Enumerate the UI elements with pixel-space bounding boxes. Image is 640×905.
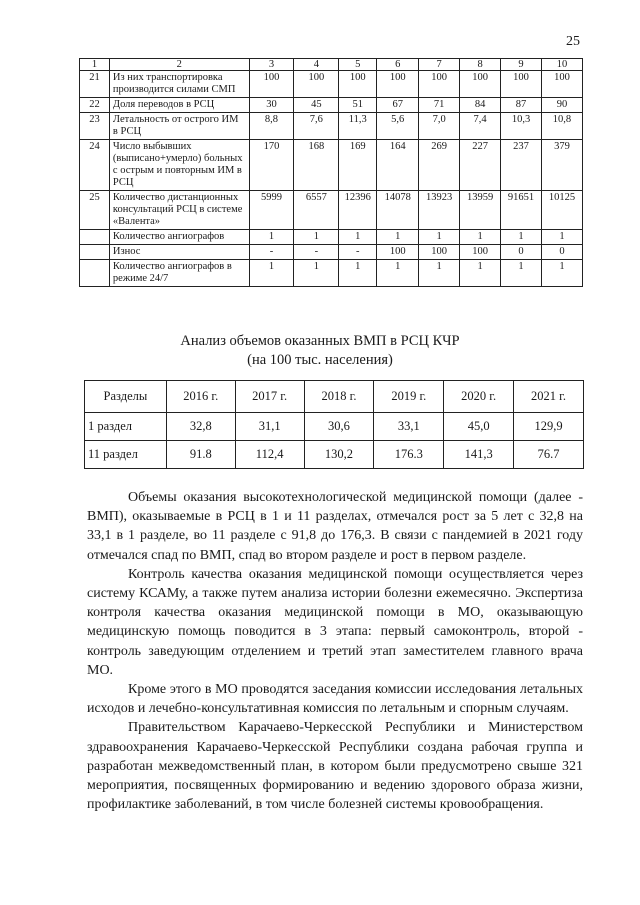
value-cell: 100 — [460, 71, 501, 98]
value-cell: 10,3 — [501, 113, 542, 140]
column-number-header: 1 — [80, 59, 110, 71]
value-cell: 7,4 — [460, 113, 501, 140]
value-cell: 91.8 — [166, 441, 235, 469]
indicator-label-cell: Летальность от острого ИМ в РСЦ — [109, 113, 249, 140]
value-cell: 129,9 — [514, 413, 584, 441]
row-number-cell: 25 — [80, 191, 110, 230]
page-number: 25 — [566, 34, 580, 49]
column-number-header: 10 — [541, 59, 582, 71]
value-cell: 1 — [339, 260, 377, 287]
year-header: 2021 г. — [514, 381, 584, 413]
value-cell: 100 — [294, 71, 339, 98]
value-cell: 6557 — [294, 191, 339, 230]
paragraph-government-plan: Правительством Карачаево-Черкесской Республики и Министерством здравоохранения Карачаево-Черкесской Республики создана рабочая группа и разработан межведомственный план, в котором были предусмотрено свыше 321 мероприятия, посвященных формированию и ведению здорового образа жизни, профилактике заболеваний, в том числе болезней системы кровообращения. — [87, 720, 583, 813]
value-cell: 84 — [460, 98, 501, 113]
value-cell: 112,4 — [235, 441, 304, 469]
value-cell: 100 — [419, 71, 460, 98]
value-cell: 31,1 — [235, 413, 304, 441]
value-cell: 1 — [294, 260, 339, 287]
value-cell: 45 — [294, 98, 339, 113]
value-cell: 1 — [249, 260, 294, 287]
value-cell: 1 — [541, 260, 582, 287]
value-cell: 11,3 — [339, 113, 377, 140]
sections-header: Разделы — [85, 381, 167, 413]
value-cell: 32,8 — [166, 413, 235, 441]
row-number-cell: 22 — [80, 98, 110, 113]
value-cell: 100 — [541, 71, 582, 98]
value-cell: 10125 — [541, 191, 582, 230]
table-row — [80, 230, 583, 245]
value-cell: 176.3 — [374, 441, 444, 469]
column-number-header: 9 — [501, 59, 542, 71]
value-cell: 0 — [501, 245, 542, 260]
value-cell: 379 — [541, 140, 582, 191]
value-cell: 10,8 — [541, 113, 582, 140]
column-number-header: 5 — [339, 59, 377, 71]
value-cell: 91651 — [501, 191, 542, 230]
indicator-label-cell: Число выбывших (выписано+умерло) больных с острым и повторным ИМ в РСЦ — [109, 140, 249, 191]
section-label-cell: 11 раздел — [85, 441, 167, 469]
table-row — [80, 113, 583, 140]
table-header-row — [80, 59, 583, 71]
value-cell: 1 — [419, 230, 460, 245]
value-cell: 45,0 — [444, 413, 514, 441]
value-cell: 1 — [460, 230, 501, 245]
value-cell: 7,6 — [294, 113, 339, 140]
body-text — [87, 488, 583, 814]
value-cell: 1 — [460, 260, 501, 287]
value-cell: 1 — [377, 260, 419, 287]
row-number-cell — [80, 245, 110, 260]
paragraph-commissions: Кроме этого в МО проводятся заседания комиссии исследования летальных исходов и лечебно-консультативная комиссия по летальным и спорным случаям. — [87, 682, 583, 717]
value-cell: 1 — [419, 260, 460, 287]
table-header-row — [85, 381, 584, 413]
value-cell: 100 — [419, 245, 460, 260]
value-cell: 141,3 — [444, 441, 514, 469]
value-cell: 100 — [249, 71, 294, 98]
value-cell: 8,8 — [249, 113, 294, 140]
value-cell: 76.7 — [514, 441, 584, 469]
value-cell: 170 — [249, 140, 294, 191]
column-number-header: 6 — [377, 59, 419, 71]
value-cell: 5,6 — [377, 113, 419, 140]
value-cell: 13959 — [460, 191, 501, 230]
value-cell: 227 — [460, 140, 501, 191]
value-cell: 164 — [377, 140, 419, 191]
value-cell: 1 — [501, 230, 542, 245]
row-number-cell — [80, 230, 110, 245]
row-number-cell — [80, 260, 110, 287]
value-cell: 5999 — [249, 191, 294, 230]
table-row — [80, 140, 583, 191]
value-cell: 1 — [249, 230, 294, 245]
row-number-cell: 21 — [80, 71, 110, 98]
indicators-table — [79, 58, 583, 287]
value-cell: 30 — [249, 98, 294, 113]
paragraph-vmp-volume: Объемы оказания высокотехнологической медицинской помощи (далее - ВМП), оказываемые в РСЦ в 1 и 11 разделах, отмечался рост за 5 лет с 32,8 на 33,1 в 1 разделе, во 11 разделе с 91,8 до 176,3. В связи с пандемией в 2021 году отмечался спад по ВМП, спад во втором разделе и рост в первом разделе. — [87, 490, 583, 563]
indicator-label-cell: Количество ангиографов — [109, 230, 249, 245]
value-cell: 71 — [419, 98, 460, 113]
value-cell: - — [249, 245, 294, 260]
value-cell: 13923 — [419, 191, 460, 230]
value-cell: 1 — [294, 230, 339, 245]
column-number-header: 8 — [460, 59, 501, 71]
table-row — [80, 98, 583, 113]
value-cell: 90 — [541, 98, 582, 113]
value-cell: 67 — [377, 98, 419, 113]
vmp-volume-table — [84, 380, 584, 469]
indicator-label-cell: Износ — [109, 245, 249, 260]
table-row — [80, 71, 583, 98]
value-cell: 30,6 — [304, 413, 374, 441]
column-number-header: 4 — [294, 59, 339, 71]
table-caption-subtitle: (на 100 тыс. населения) — [247, 352, 393, 368]
value-cell: - — [339, 245, 377, 260]
value-cell: 168 — [294, 140, 339, 191]
row-number-cell: 23 — [80, 113, 110, 140]
value-cell: 0 — [541, 245, 582, 260]
value-cell: 7,0 — [419, 113, 460, 140]
column-number-header: 2 — [109, 59, 249, 71]
value-cell: 237 — [501, 140, 542, 191]
table-row — [80, 191, 583, 230]
indicator-label-cell: Доля переводов в РСЦ — [109, 98, 249, 113]
value-cell: 100 — [377, 71, 419, 98]
value-cell: 100 — [339, 71, 377, 98]
table-row — [80, 245, 583, 260]
column-number-header: 3 — [249, 59, 294, 71]
value-cell: 100 — [377, 245, 419, 260]
table-row — [85, 441, 584, 469]
value-cell: 51 — [339, 98, 377, 113]
value-cell: 1 — [339, 230, 377, 245]
section-label-cell: 1 раздел — [85, 413, 167, 441]
year-header: 2017 г. — [235, 381, 304, 413]
value-cell: 1 — [377, 230, 419, 245]
value-cell: 87 — [501, 98, 542, 113]
indicator-label-cell: Из них транспортировка производится силами СМП — [109, 71, 249, 98]
column-number-header: 7 — [419, 59, 460, 71]
indicator-label-cell: Количество ангиографов в режиме 24/7 — [109, 260, 249, 287]
table-row — [80, 260, 583, 287]
value-cell: 169 — [339, 140, 377, 191]
value-cell: 12396 — [339, 191, 377, 230]
value-cell: 130,2 — [304, 441, 374, 469]
year-header: 2019 г. — [374, 381, 444, 413]
value-cell: 33,1 — [374, 413, 444, 441]
year-header: 2016 г. — [166, 381, 235, 413]
table-caption-title: Анализ объемов оказанных ВМП в РСЦ КЧР — [180, 333, 460, 349]
year-header: 2018 г. — [304, 381, 374, 413]
value-cell: - — [294, 245, 339, 260]
value-cell: 100 — [501, 71, 542, 98]
paragraph-quality-control: Контроль качества оказания медицинской помощи осуществляется через систему КСАМу, а также путем анализа истории болезни ежемесячно. Экспертиза контроля качества оказания медицинской помощи в МО, оказывающую медицинскую помощь поводится в 3 этапа: первый самоконтроль, второй - контроль заведующим отделением и третий этап заместителем главного врача МО. — [87, 566, 583, 678]
row-number-cell: 24 — [80, 140, 110, 191]
year-header: 2020 г. — [444, 381, 514, 413]
value-cell: 269 — [419, 140, 460, 191]
value-cell: 14078 — [377, 191, 419, 230]
indicator-label-cell: Количество дистанционных консультаций РСЦ в системе «Валента» — [109, 191, 249, 230]
table-row — [85, 413, 584, 441]
value-cell: 1 — [501, 260, 542, 287]
value-cell: 100 — [460, 245, 501, 260]
value-cell: 1 — [541, 230, 582, 245]
